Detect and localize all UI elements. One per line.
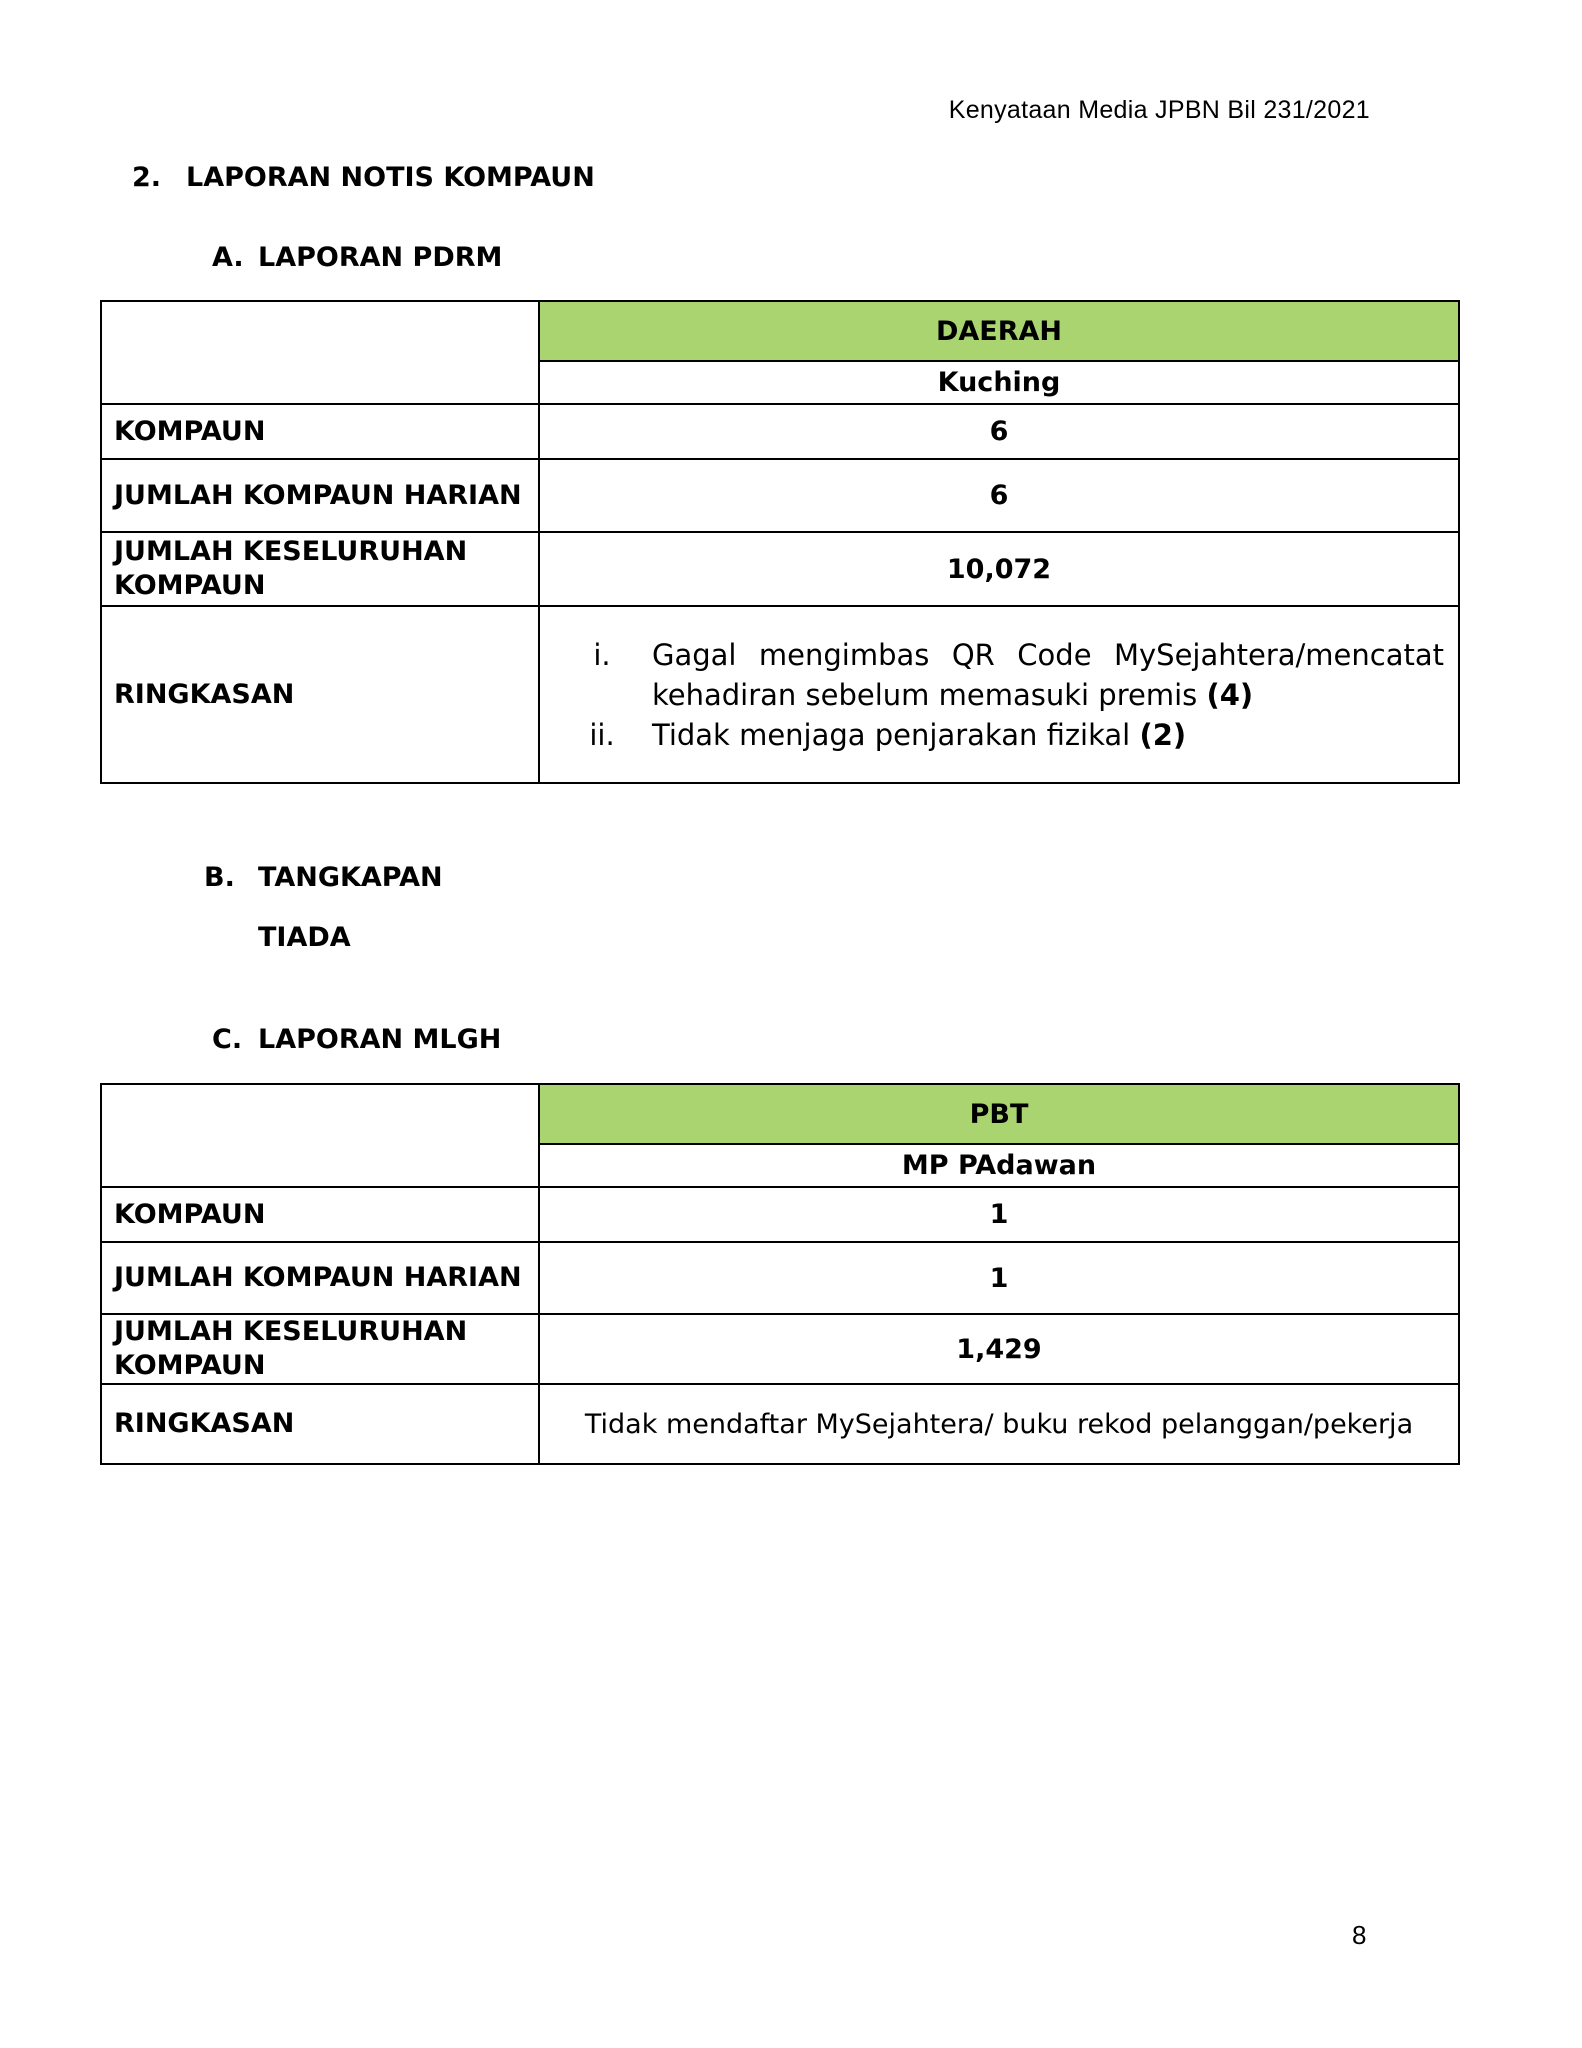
jumlah-kompaun-harian-value: 1	[539, 1242, 1459, 1314]
jumlah-keseluruhan-kompaun-label	[101, 532, 539, 606]
subsection-a-title: LAPORAN PDRM	[258, 242, 503, 273]
jumlah-kompaun-harian-value: 6	[539, 459, 1459, 532]
subsection-b-letter: B.	[204, 862, 235, 893]
daerah-header: DAERAH	[539, 301, 1459, 361]
kompaun-value: 6	[539, 404, 1459, 459]
subsection-c-letter: C.	[212, 1024, 243, 1055]
pbt-header: PBT	[539, 1084, 1459, 1144]
subsection-b-heading	[204, 862, 443, 893]
ringkasan-label: RINGKASAN	[101, 606, 539, 783]
pbt-name: MP PAdawan	[539, 1144, 1459, 1187]
ringkasan-label: RINGKASAN	[101, 1384, 539, 1464]
empty-corner-cell	[101, 301, 539, 404]
section-number: 2.	[132, 162, 162, 193]
label-line-2: KOMPAUN	[114, 570, 266, 601]
summary-item-count: (4)	[1206, 677, 1254, 712]
pdrm-report-table	[100, 300, 1460, 784]
list-marker: i.	[593, 637, 611, 672]
summary-item	[552, 635, 1444, 715]
section-title: LAPORAN NOTIS KOMPAUN	[186, 162, 595, 193]
jumlah-keseluruhan-kompaun-value: 10,072	[539, 532, 1459, 606]
summary-item-text: Gagal mengimbas QR Code MySejahtera/mencatat kehadiran sebelum memasuki premis	[652, 637, 1444, 712]
list-marker: ii.	[589, 717, 615, 752]
summary-list	[552, 635, 1446, 755]
section-heading	[132, 162, 595, 193]
kompaun-label: KOMPAUN	[101, 404, 539, 459]
empty-corner-cell	[101, 1084, 539, 1187]
document-reference: Kenyataan Media JPBN Bil 231/2021	[948, 96, 1370, 124]
jumlah-kompaun-harian-label: JUMLAH KOMPAUN HARIAN	[101, 1242, 539, 1314]
subsection-a-letter: A.	[212, 242, 244, 273]
jumlah-keseluruhan-kompaun-label	[101, 1314, 539, 1384]
subsection-c-heading	[212, 1024, 501, 1055]
label-line-1: JUMLAH KESELURUHAN	[114, 536, 468, 567]
label-line-1: JUMLAH KESELURUHAN	[114, 1316, 468, 1347]
subsection-b-title: TANGKAPAN	[258, 862, 443, 893]
label-line-2: KOMPAUN	[114, 1350, 266, 1381]
summary-item-count: (2)	[1139, 717, 1187, 752]
subsection-c-title: LAPORAN MLGH	[258, 1024, 502, 1055]
ringkasan-summary: Tidak mendaftar MySejahtera/ buku rekod pelanggan/pekerja	[539, 1384, 1459, 1464]
jumlah-kompaun-harian-label: JUMLAH KOMPAUN HARIAN	[101, 459, 539, 532]
jumlah-keseluruhan-kompaun-value: 1,429	[539, 1314, 1459, 1384]
summary-item	[552, 715, 1444, 755]
summary-item-text: Tidak menjaga penjarakan fizikal	[652, 717, 1131, 752]
tangkapan-content: TIADA	[258, 922, 351, 953]
kompaun-label: KOMPAUN	[101, 1187, 539, 1242]
district-name: Kuching	[539, 361, 1459, 404]
subsection-a-heading	[212, 242, 502, 273]
page-number: 8	[1352, 1920, 1367, 1950]
ringkasan-summary	[539, 606, 1459, 783]
kompaun-value: 1	[539, 1187, 1459, 1242]
mlgh-report-table	[100, 1083, 1460, 1465]
